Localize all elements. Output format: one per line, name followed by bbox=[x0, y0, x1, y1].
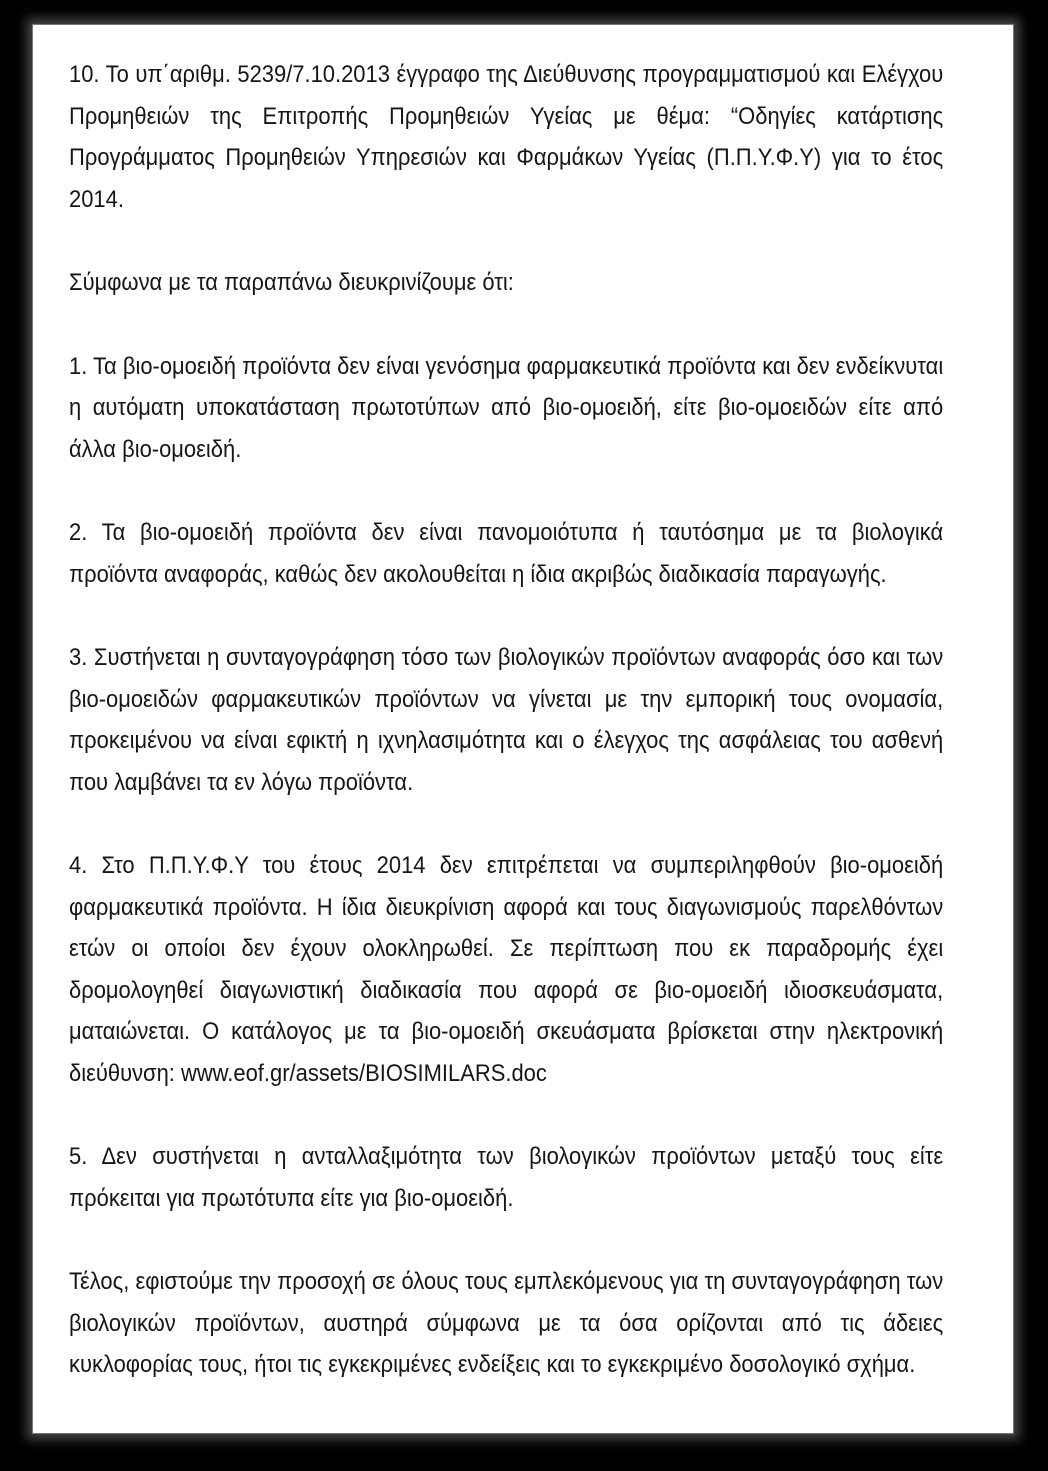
paragraph-point-4: 4. Στο Π.Π.Υ.Φ.Υ του έτους 2014 δεν επιτρέπεται να συμπεριληφθούν βιο-ομοειδή φαρμακευτικά προϊόντα. Η ίδια διευκρίνιση αφορά και τους διαγωνισμούς παρελθόντων ετών οι οποίοι δεν έχουν ολοκληρωθεί. Σε περίπτωση που εκ παραδρομής έχει δρομολογηθεί διαγωνιστική διαδικασία που αφορά σε βιο-ομοειδή ιδιοσκευάσματα, ματαιώνεται. Ο κατάλογος με τα βιο-ομοειδή σκευάσματα βρίσκεται στην ηλεκτρονική διεύθυνση: www.eof.gr/assets/BIOSIMILARS.doc bbox=[69, 853, 944, 1087]
paragraph-closing: Τέλος, εφιστούμε την προσοχή σε όλους τους εμπλεκόμενους για τη συνταγογράφηση των βιολογικών προϊόντων, αυστηρά σύμφωνα με τα όσα ορίζονται από τις άδειες κυκλοφορίας τους, ήτοι τις εγκεκριμένες ενδείξεις και το εγκεκριμένο δοσολογικό σχήμα. bbox=[69, 1269, 944, 1378]
paragraph-point-5: 5. Δεν συστήνεται η ανταλλαξιμότητα των βιολογικών προϊόντων μεταξύ τους είτε πρόκειται για πρωτότυπα είτε για βιο-ομοειδή. bbox=[69, 1144, 944, 1212]
document-body bbox=[69, 55, 944, 1387]
paragraph-point-3: 3. Συστήνεται η συνταγογράφηση τόσο των βιολογικών προϊόντων αναφοράς όσο και των βιο-ομοειδών φαρμακευτικών προϊόντων να γίνεται με την εμπορική τους ονομασία, προκειμένου να είναι εφικτή η ιχνηλασιμότητα και ο έλεγχος της ασφάλειας του ασθενή που λαμβάνει τα εν λόγω προϊόντα. bbox=[69, 645, 944, 796]
document-page bbox=[32, 24, 1014, 1434]
paragraph-reference-10: 10. Το υπ΄αριθμ. 5239/7.10.2013 έγγραφο της Διεύθυνσης προγραμματισμού και Ελέγχου Προμηθειών της Επιτροπής Προμηθειών Υγείας με θέμα: “Οδηγίες κατάρτισης Προγράμματος Προμηθειών Υπηρεσιών και Φαρμάκων Υγείας (Π.Π.Υ.Φ.Υ) για το έτος 2014. bbox=[69, 62, 944, 213]
paragraph-intro: Σύμφωνα με τα παραπάνω διευκρινίζουμε ότι: bbox=[69, 270, 514, 296]
paragraph-point-2: 2. Τα βιο-ομοειδή προϊόντα δεν είναι πανομοιότυπα ή ταυτόσημα με τα βιολογικά προϊόντα αναφοράς, καθώς δεν ακολουθείται η ίδια ακριβώς διαδικασία παραγωγής. bbox=[69, 520, 944, 588]
paragraph-point-1: 1. Τα βιο-ομοειδή προϊόντα δεν είναι γενόσημα φαρμακευτικά προϊόντα και δεν ενδείκνυται η αυτόματη υποκατάσταση πρωτοτύπων από βιο-ομοειδή, είτε βιο-ομοειδών είτε από άλλα βιο-ομοειδή. bbox=[69, 353, 944, 463]
